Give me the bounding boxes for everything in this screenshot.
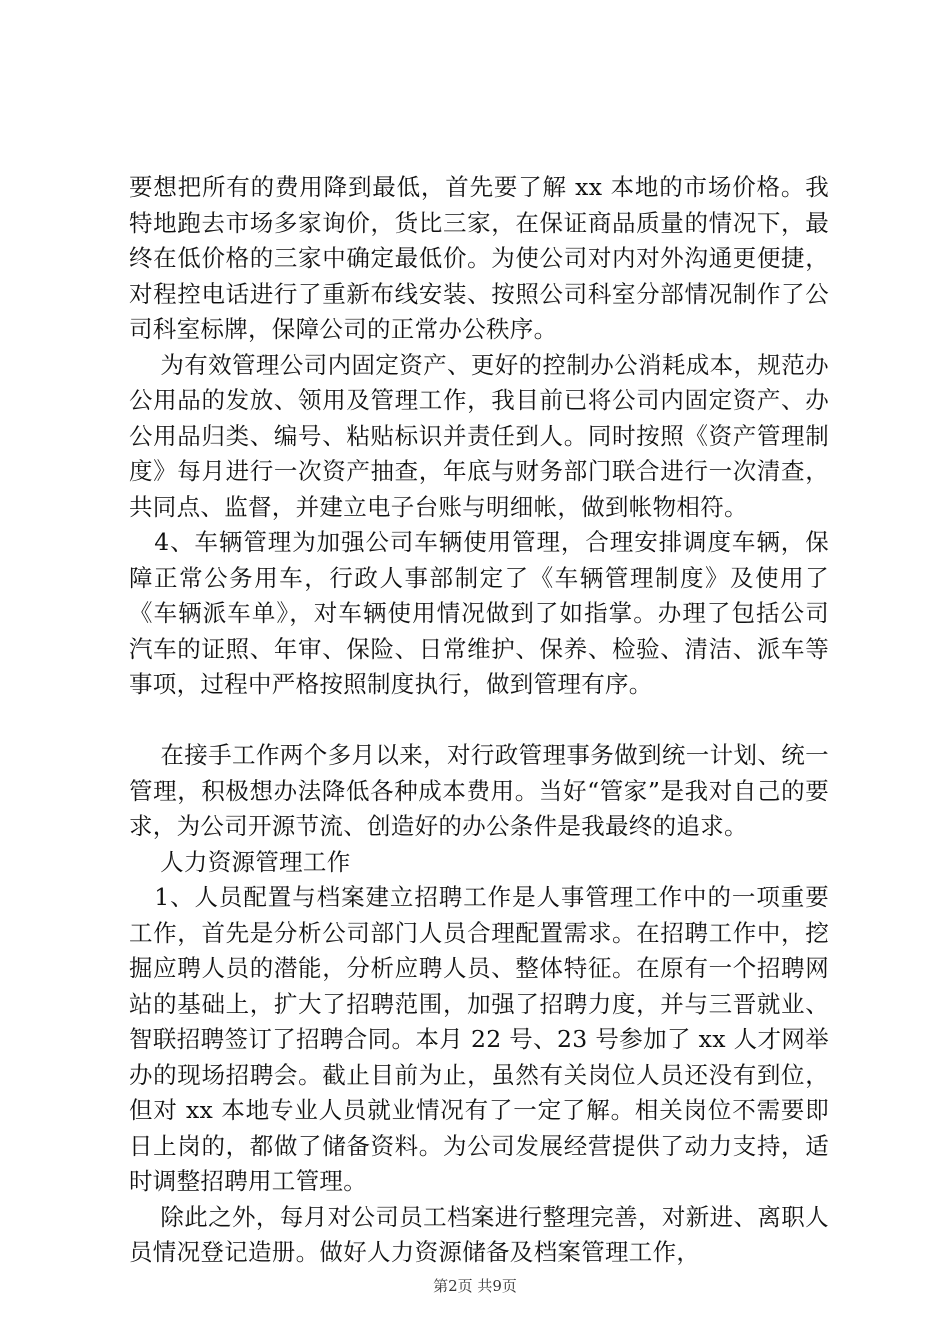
section-heading-hr: 人力资源管理工作 bbox=[129, 847, 351, 876]
paragraph-archives: 除此之外，每月对公司员工档案进行整理完善，对新进、离职人员情况登记造册。做好人力资源储备及档案管理工作， bbox=[129, 1202, 829, 1266]
paragraph-fixed-assets: 为有效管理公司内固定资产、更好的控制办公消耗成本，规范办公用品的发放、领用及管理工作，我目前已将公司内固定资产、办公用品归类、编号、粘贴标识并责任到人。同时按照《资产管理制度》每月进行一次资产抽查，年底与财务部门联合进行一次清查，共同点、监督，并建立电子台账与明细帐，做到帐物相符。 bbox=[129, 350, 829, 521]
paragraph-procurement: 要想把所有的费用降到最低，首先要了解 xx 本地的市场价格。我特地跑去市场多家询价，货比三家，在保证商品质量的情况下，最终在低价格的三家中确定最低价。为使公司对内对外沟通更便捷，对程控电话进行了重新布线安装、按照公司科室分部情况制作了公司科室标牌，保障公司的正常办公秩序。 bbox=[129, 173, 829, 343]
document-body bbox=[129, 170, 829, 1271]
paragraph-vehicle-management: 4、车辆管理为加强公司车辆使用管理，合理安排调度车辆，保障正常公务用车，行政人事部制定了《车辆管理制度》及使用了《车辆派车单》，对车辆使用情况做到了如指掌。办理了包括公司汽车的证照、年审、保险、日常维护、保养、检验、清洁、派车等事项，过程中严格按照制度执行，做到管理有序。 bbox=[129, 528, 829, 698]
paragraph-recruitment: 1、人员配置与档案建立招聘工作是人事管理工作中的一项重要工作，首先是分析公司部门人员合理配置需求。在招聘工作中，挖掘应聘人员的潜能，分析应聘人员、整体特征。在原有一个招聘网站的基础上，扩大了招聘范围，加强了招聘力度，并与三晋就业、智联招聘签订了招聘合同。本月 22 号、23 号参加了 xx 人才网举办的现场招聘会。截止目前为止，虽然有关岗位人员还没有到位，但对 xx 本地专业人员就业情况有了一定了解。相关岗位不需要即日上岗的，都做了储备资料。为公司发展经营提供了动力支持，适时调整招聘用工管理。 bbox=[129, 883, 829, 1195]
page-number-footer: 第2页 共9页 bbox=[433, 1277, 517, 1295]
paragraph-gap bbox=[129, 703, 829, 739]
paragraph-summary: 在接手工作两个多月以来，对行政管理事务做到统一计划、统一管理，积极想办法降低各种成本费用。当好“管家”是我对自己的要求，为公司开源节流、创造好的办公条件是我最终的追求。 bbox=[129, 741, 829, 840]
